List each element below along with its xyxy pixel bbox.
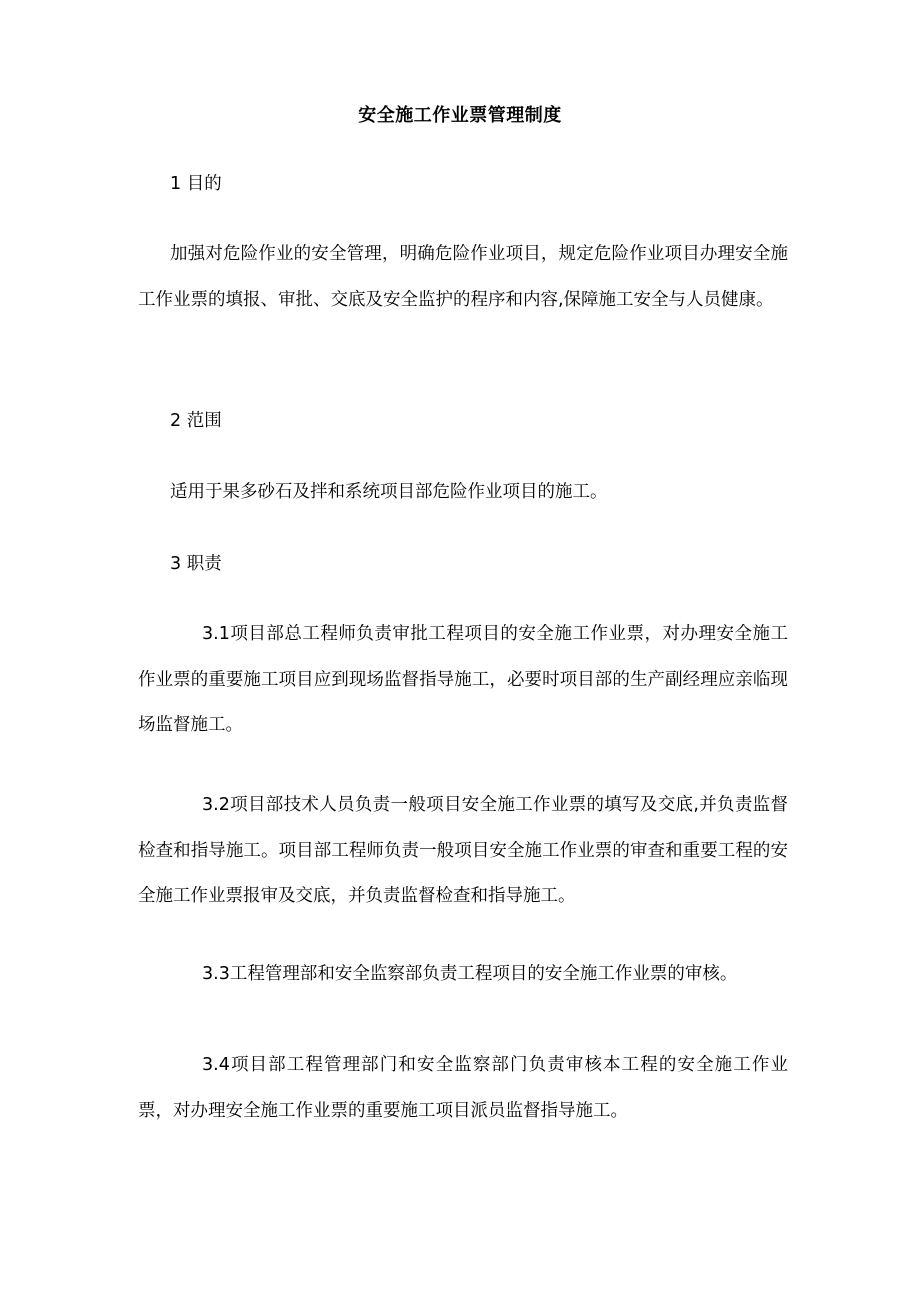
scope-paragraph: 适用于果多砂石及拌和系统项目部危险作业项目的施工。 <box>170 482 608 502</box>
item-text: 项目部技术人员负责一般项目安全施工作业票的填写及交底,并负责监督检查和指导施工。项目部工程师负责一般项目安全施工作业票的审查和重要工程的安全施工作业票报审及交底，并负责监督检查和指导施工。 <box>138 795 788 906</box>
section-heading-scope: 2 范围 <box>170 411 222 431</box>
item-number: 3.3 <box>202 964 230 984</box>
item-text: 项目部总工程师负责审批工程项目的安全施工作业票，对办理安全施工作业票的重要施工项目应到现场监督指导施工，必要时项目部的生产副经理应亲临现场监督施工。 <box>138 624 788 735</box>
item-number: 3.2 <box>202 795 230 815</box>
responsibility-item <box>138 612 788 749</box>
purpose-paragraph: 加强对危险作业的安全管理，明确危险作业项目，规定危险作业项目办理安全施工作业票的填报、审批、交底及安全监护的程序和内容,保障施工安全与人员健康。 <box>138 244 788 310</box>
item-text: 工程管理部和安全监察部负责工程项目的安全施工作业票的审核。 <box>229 964 738 984</box>
item-number: 3.4 <box>202 1055 230 1075</box>
document-title: 安全施工作业票管理制度 <box>358 105 562 126</box>
responsibility-item <box>138 783 788 920</box>
responsibility-item <box>138 1043 788 1134</box>
responsibility-item <box>138 952 788 998</box>
section-heading-responsibilities: 3 职责 <box>170 554 222 574</box>
section-heading-purpose: 1 目的 <box>170 174 222 194</box>
item-text: 项目部工程管理部门和安全监察部门负责审核本工程的安全施工作业票，对办理安全施工作业票的重要施工项目派员监督指导施工。 <box>138 1055 788 1121</box>
item-number: 3.1 <box>202 624 230 644</box>
